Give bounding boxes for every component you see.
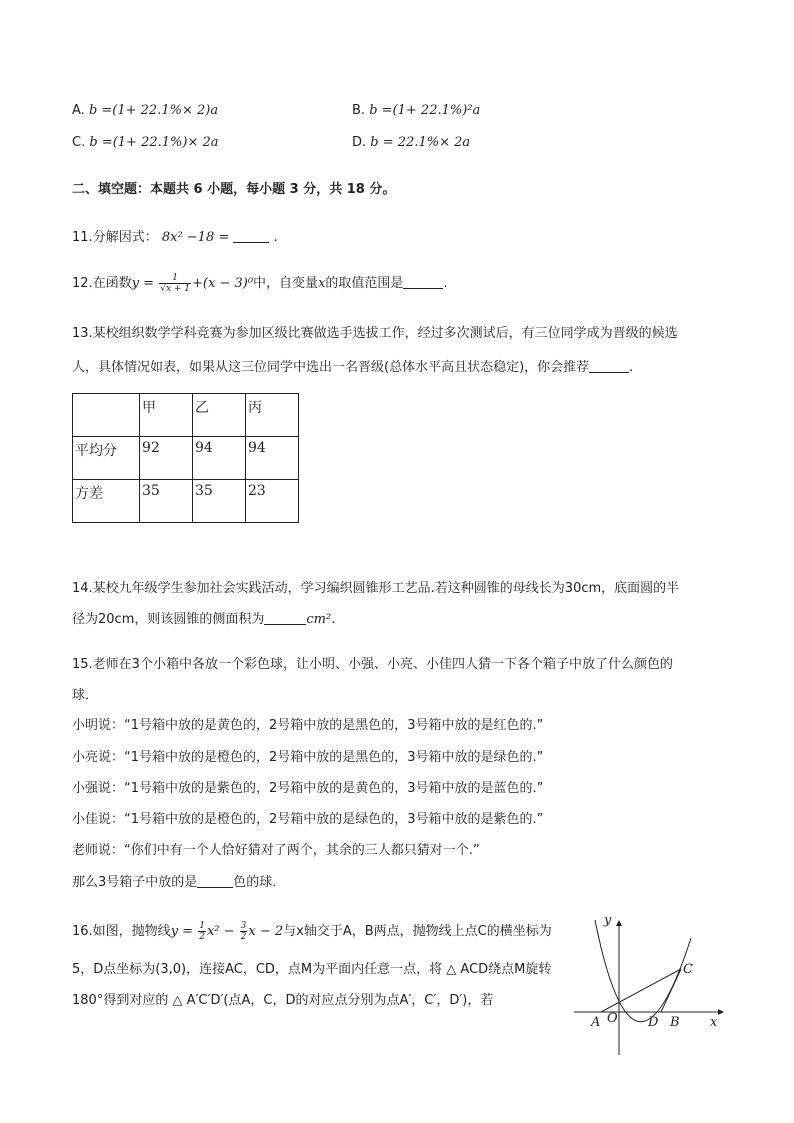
answer-blank (264, 612, 306, 625)
table-cell: 23 (246, 480, 299, 523)
point-d-label: D (648, 1015, 659, 1030)
table-cell: 甲 (140, 394, 193, 437)
table-cell (73, 394, 140, 437)
x-axis-arrow (718, 1009, 724, 1015)
question-11: 11.分解因式： 8x² −18 = . (72, 230, 278, 245)
y-axis-label: y (604, 913, 612, 928)
score-table (72, 393, 299, 523)
q15-statement: 老师说：“你们中有一个人恰好猜对了两个，其余的三人都只猜对一个.” (72, 843, 480, 858)
answer-blank (403, 276, 443, 289)
choice-c: C. b =(1+ 22.1%)× 2a (72, 135, 219, 150)
table-cell: 平均分 (73, 437, 140, 480)
q12-fraction: $\frac{1}{√x + 1}$ (160, 273, 191, 294)
q13-line-2: 人，具体情况如表，如果从这三位同学中选出一名晋级(总体水平高且状态稳定)，你会推荐 . (72, 360, 634, 375)
q16-line-1: 16.如图，抛物线y = $\frac{1}{2}$ x² − $\frac{3}{2}$ x − 2与x轴交于A，B两点，抛物线上点C的横坐标为 (72, 921, 552, 942)
q13-line-1: 13.某校组织数学学科竞赛为参加区级比赛做选手选拔工作，经过多次测试后，有三位同学成为晋级的候选 (72, 326, 678, 341)
y-axis-arrow (616, 920, 622, 926)
choice-d: D. b = 22.1%× 2a (352, 135, 471, 150)
parabola-figure (570, 910, 730, 1060)
q15-statement: 小强说：“1号箱中放的是紫色的，2号箱中放的是黄色的，3号箱中放的是蓝色的.” (72, 781, 544, 796)
section-heading: 二、填空题：本题共 6 小题，每小题 3 分，共 18 分。 (72, 182, 396, 197)
segment-cd (661, 969, 681, 1012)
q15-line-1: 15.老师在3个小箱中各放一个彩色球，让小明、小强、小亮、小佳四人猜一下各个箱子中放了什么颜色的 (72, 657, 673, 672)
table-cell: 94 (246, 437, 299, 480)
table-cell: 35 (140, 480, 193, 523)
table-header-row (73, 394, 299, 437)
choice-b: B. b =(1+ 22.1%)²a (352, 103, 481, 118)
q15-statement: 小亮说：“1号箱中放的是橙色的，2号箱中放的是黑色的，3号箱中放的是绿色的.” (72, 750, 544, 765)
q16-line-3: 180°得到对应的 △ A′C′D′(点A，C，D的对应点分别为点A′，C′，D′)，若 (72, 993, 494, 1008)
table-cell: 94 (193, 437, 246, 480)
choice-a: A. b =(1+ 22.1%× 2)a (72, 103, 219, 118)
q11-expr: 8x² −18 = (161, 230, 230, 245)
question-12: 12.在函数y = $\frac{1}{√x + 1}$ +(x − 3)⁰中，自变量x的取值范围是 . (72, 273, 448, 294)
point-c-label: C (683, 962, 693, 977)
choice-a-expr: b =(1+ 22.1%× 2)a (88, 103, 219, 118)
choice-d-expr: b = 22.1%× 2a (370, 135, 471, 150)
table-cell: 丙 (246, 394, 299, 437)
segment-ac (601, 969, 681, 1012)
q15-statement: 小明说：“1号箱中放的是黄色的，2号箱中放的是黑色的，3号箱中放的是红色的.” (72, 718, 544, 733)
table-cell: 方差 (73, 480, 140, 523)
q14-line-1: 14.某校九年级学生参加社会实践活动，学习编织圆锥形工艺品.若这种圆锥的母线长为30cm，底面圆的半 (72, 581, 680, 596)
choice-c-expr: b =(1+ 22.1%)× 2a (89, 135, 219, 150)
table-row (73, 437, 299, 480)
table-row (73, 480, 299, 523)
q15-line-2: 球． (72, 688, 99, 703)
table-cell: 92 (140, 437, 193, 480)
table-cell: 乙 (193, 394, 246, 437)
x-axis-label: x (710, 1015, 718, 1030)
q15-final: 那么3号箱子中放的是 色的球． (72, 875, 286, 890)
point-a-label: A (591, 1015, 601, 1030)
q15-statement: 小佳说：“1号箱中放的是橙色的，2号箱中放的是绿色的，3号箱中放的是紫色的.” (72, 812, 544, 827)
answer-blank (197, 875, 233, 888)
q14-line-2: 径为20cm，则该圆锥的侧面积为 cm². (72, 612, 336, 627)
origin-label: O (607, 1011, 618, 1026)
answer-blank (233, 230, 269, 243)
choice-b-expr: b =(1+ 22.1%)²a (369, 103, 481, 118)
q16-line-2: 5，D点坐标为(3,0)，连接AC，CD，点M为平面内任意一点，将 △ ACD绕点M旋转 (72, 962, 552, 977)
point-b-label: B (670, 1015, 680, 1030)
table-cell: 35 (193, 480, 246, 523)
answer-blank (589, 360, 629, 373)
